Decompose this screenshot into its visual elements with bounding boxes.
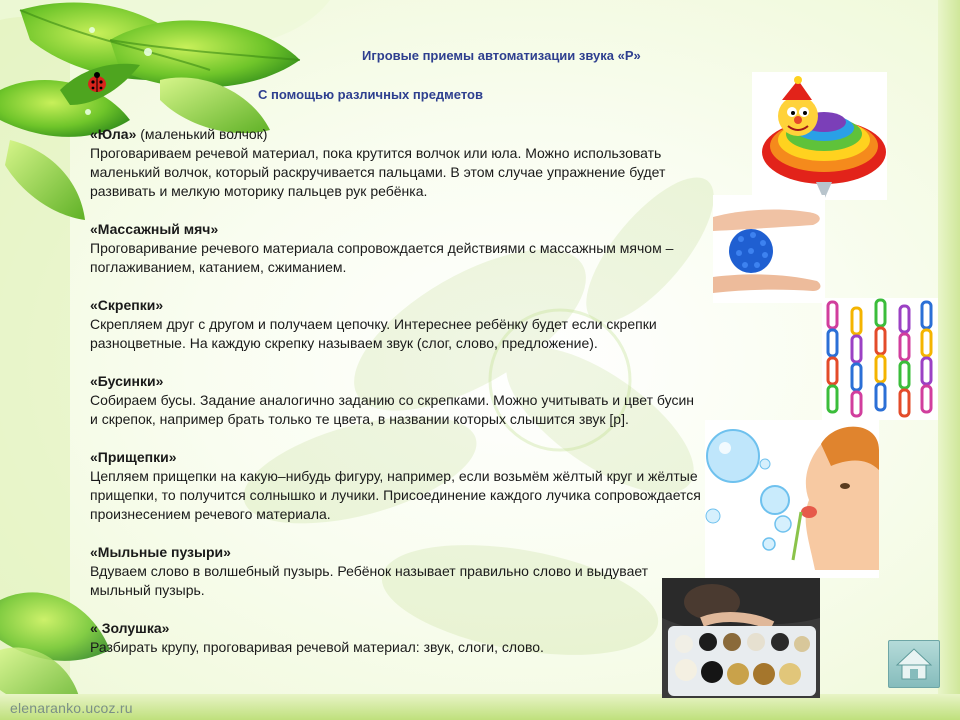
item-open-quote: « (90, 373, 98, 389)
item-close-quote: » (155, 373, 164, 389)
item-text: Вдуваем слово в волшебный пузырь. Ребёнок называет правильно слово и выдувает мыльный пузырь. (90, 563, 649, 598)
item-heading (90, 543, 702, 562)
item-name: Бусинки (97, 373, 156, 389)
item-name: Золушка (101, 620, 162, 636)
item-text: Собираем бусы. Задание аналогично заданию со скрепками. Можно учитывать и цвет бусин и скрепок, например брать только те цвета, в названии которых слышится звук [р]. (90, 392, 695, 427)
soap-bubbles-image (705, 420, 879, 578)
item-open-quote: « (90, 620, 102, 636)
item-name: Скрепки (97, 297, 156, 313)
item-heading (90, 125, 702, 144)
spinning-top-image (752, 72, 887, 200)
item-close-quote: » (155, 297, 164, 313)
item-close-quote: » (168, 449, 177, 465)
item-heading (90, 220, 702, 239)
item-heading (90, 372, 702, 391)
item-heading (90, 619, 702, 638)
item-open-quote: « (90, 544, 98, 560)
footer-credit: elenaranko.ucoz.ru (10, 700, 133, 716)
item-text: Проговаривание речевого материала сопровождается действиями с массажным мячом – поглаживанием, катанием, сжиманием. (90, 240, 674, 275)
item-note: (маленький волчок) (136, 126, 268, 142)
list-item (90, 619, 702, 657)
item-text: Проговариваем речевой материал, пока крутится волчок или юла. Можно использовать маленький волчок, который раскручивается пальцами. В этом случае упражнение будет развивать и мелкую моторику пальцев рук ребёнка. (90, 145, 666, 199)
item-text: Скрепляем друг с другом и получаем цепочку. Интереснее ребёнку будет если скрепки разноцветные. На каждую скрепку называем звук (слог, слово, предложение). (90, 316, 657, 351)
list-item (90, 372, 702, 429)
item-name: Мыльные пузыри (97, 544, 224, 560)
item-open-quote: « (90, 126, 98, 142)
item-name: Прищепки (97, 449, 169, 465)
list-item (90, 220, 702, 277)
item-close-quote: » (161, 620, 170, 636)
content-list (90, 125, 702, 676)
paperclips-image (822, 298, 938, 420)
item-text: Разбирать крупу, проговаривая речевой материал: звук, слоги, слово. (90, 639, 544, 655)
home-button[interactable] (888, 640, 940, 688)
item-open-quote: « (90, 297, 98, 313)
item-open-quote: « (90, 221, 98, 237)
item-close-quote: » (223, 544, 231, 560)
slide-title: Игровые приемы автоматизации звука «Р» (362, 48, 641, 63)
list-item (90, 448, 702, 524)
massage-ball-image (713, 195, 825, 303)
home-icon (889, 641, 939, 687)
item-name: Юла (97, 126, 129, 142)
item-name: Массажный мяч (97, 221, 211, 237)
right-frame (938, 0, 960, 720)
item-text: Цепляем прищепки на какую–нибудь фигуру, например, если возьмём жёлтый круг и жёлтые прищепки, то получится солнышко и лучики. Присоединение каждого лучика сопровождается произнесением речевого материала. (90, 468, 701, 522)
list-item (90, 296, 702, 353)
item-heading (90, 296, 702, 315)
item-heading (90, 448, 702, 467)
slide-subtitle: С помощью различных предметов (258, 87, 483, 102)
item-open-quote: « (90, 449, 98, 465)
sorting-grains-image (662, 578, 820, 698)
item-close-quote: » (210, 221, 219, 237)
list-item (90, 125, 702, 201)
item-close-quote: » (128, 126, 137, 142)
list-item (90, 543, 702, 600)
